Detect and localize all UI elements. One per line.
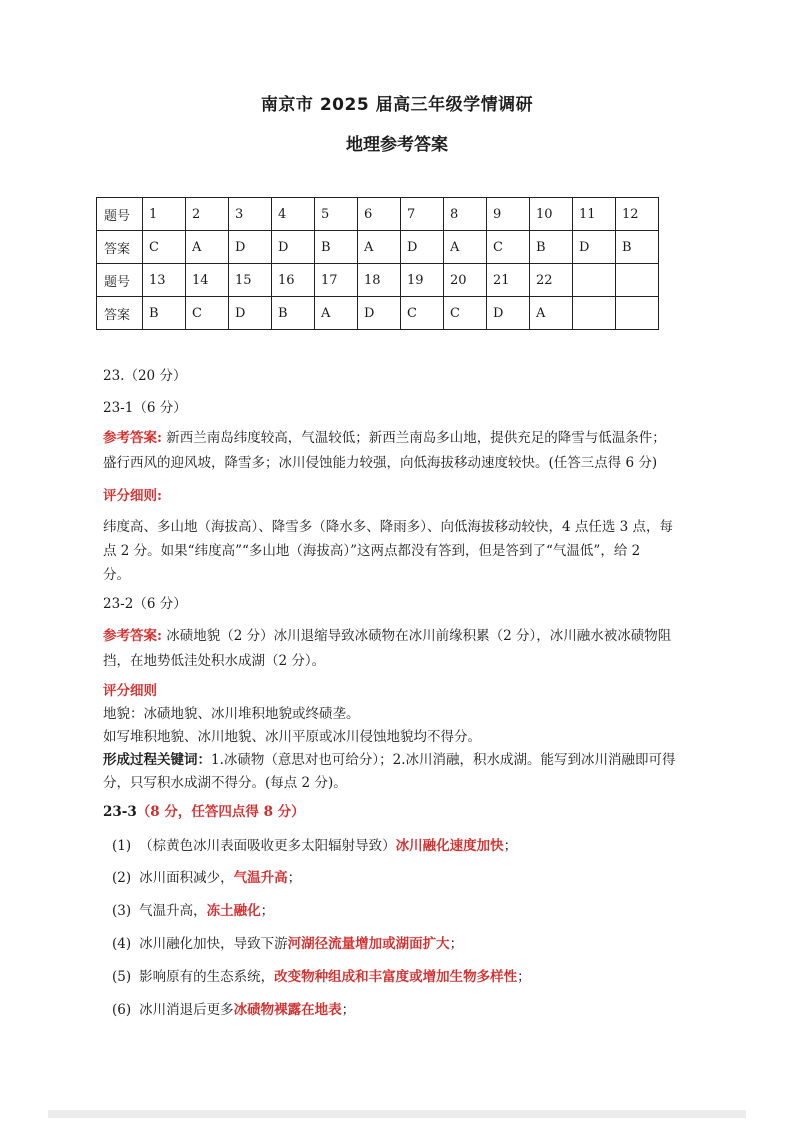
keywords-label: 形成过程关键词： xyxy=(103,752,211,768)
keywords-line: 分，只写积水成湖不得分。(每点 2 分)。 xyxy=(103,775,347,791)
answer-table-cell: D xyxy=(229,297,272,330)
answer-table-cell: B xyxy=(143,297,186,330)
item-text: 冰川融化加快，导致下游 xyxy=(139,936,288,952)
answer-table-cell xyxy=(573,264,616,297)
item-key-point: 冰碛物裸露在地表 xyxy=(233,1002,342,1018)
q23-1-rubric-label: 评分细则: xyxy=(103,488,162,504)
reference-label: 参考答案: xyxy=(103,430,162,446)
answer-table-cell: D xyxy=(573,231,616,264)
q23-3-item xyxy=(112,866,301,886)
rubric-line: 如写堆积地貌、冰川地貌、冰川平原或冰川侵蚀地貌均不得分。 xyxy=(103,729,481,745)
rubric-line: 纬度高、多山地（海拔高）、降雪多（降水多、降雨多）、向低海拔移动较快，4 点任选 3 点，每 xyxy=(103,519,674,535)
answer-table-cell: B xyxy=(272,297,315,330)
item-number: (1) xyxy=(112,838,132,854)
answer-table-cell xyxy=(616,297,659,330)
answer-table-cell xyxy=(616,264,659,297)
q23-1-reference-answer xyxy=(103,426,723,476)
reference-text-line: 新西兰南岛纬度较高，气温较低；新西兰南岛多山地，提供充足的降雪与低温条件； xyxy=(166,430,666,446)
reference-text-line: 盛行西风的迎风坡，降雪多；冰川侵蚀能力较强，向低海拔移动速度较快。(任答三点得 6 分) xyxy=(103,455,658,471)
answer-table-cell: D xyxy=(229,231,272,264)
q23-3-item xyxy=(112,998,355,1018)
answer-table-cell: D xyxy=(401,231,444,264)
q23-2-reference-answer xyxy=(103,624,723,674)
answer-table-cell: 1 xyxy=(143,198,186,231)
item-number: (3) xyxy=(112,903,132,919)
answer-table-row xyxy=(97,264,659,297)
answer-table-cell: D xyxy=(358,297,401,330)
answer-table-row-label: 答案 xyxy=(97,297,143,330)
answer-table-cell: A xyxy=(530,297,573,330)
item-key-point: 改变物种组成和丰富度或增加生物多样性 xyxy=(274,969,518,985)
rubric-line: 点 2 分。如果“纬度高”“多山地（海拔高）”这两点都没有答到，但是答到了“气温低”，给 2 xyxy=(103,543,641,559)
item-key-point: 气温升高 xyxy=(233,870,288,886)
answer-table-cell: 19 xyxy=(401,264,444,297)
answer-table-cell: 15 xyxy=(229,264,272,297)
answer-table-cell: 22 xyxy=(530,264,573,297)
answer-table-cell: 14 xyxy=(186,264,229,297)
item-end-punct: ； xyxy=(517,969,531,985)
answer-table-cell: D xyxy=(272,231,315,264)
page-footer-bar xyxy=(48,1110,746,1118)
q23-3-score-note: （8 分，任答四点得 8 分） xyxy=(136,804,305,820)
answer-table-cell: 13 xyxy=(143,264,186,297)
answer-table-cell: D xyxy=(487,297,530,330)
answer-table-cell: C xyxy=(401,297,444,330)
q23-1-rubric-text xyxy=(103,515,723,587)
answer-table-row-label: 答案 xyxy=(97,231,143,264)
q23-3-item xyxy=(112,899,274,919)
item-number: (4) xyxy=(112,936,132,952)
keywords-line: 1.冰碛物（意思对也可给分）；2.冰川消融，积水成湖。能写到冰川消融即可得 xyxy=(211,752,676,768)
answer-table-cell: B xyxy=(530,231,573,264)
item-text: 影响原有的生态系统， xyxy=(139,969,275,985)
q23-heading: 23.（20 分） xyxy=(103,368,187,384)
answer-table-cell: 21 xyxy=(487,264,530,297)
answer-table-cell: 2 xyxy=(186,198,229,231)
answer-table-cell: C xyxy=(444,297,487,330)
item-end-punct: ； xyxy=(503,838,518,854)
answer-table-cell: A xyxy=(315,297,358,330)
item-key-point: 冻土融化 xyxy=(206,903,261,919)
answer-table-cell: B xyxy=(616,231,659,264)
item-text: 冰川消退后更多 xyxy=(139,1002,234,1018)
item-end-punct: ； xyxy=(449,936,464,952)
answer-table-cell: 17 xyxy=(315,264,358,297)
answer-table-row-label: 题号 xyxy=(97,264,143,297)
answer-table-row xyxy=(97,198,659,231)
answer-table-row xyxy=(97,297,659,330)
item-text: 气温升高， xyxy=(139,903,207,919)
q23-1-heading: 23-1（6 分） xyxy=(103,400,187,416)
reference-text-line: 挡，在地势低洼处积水成湖（2 分）。 xyxy=(103,653,326,669)
q23-2-rubric xyxy=(103,680,723,795)
answer-table xyxy=(96,197,659,330)
answer-table-cell: C xyxy=(143,231,186,264)
answer-table-cell: 16 xyxy=(272,264,315,297)
answer-table-cell: C xyxy=(487,231,530,264)
answer-table-cell: 5 xyxy=(315,198,358,231)
answer-table-cell: 6 xyxy=(358,198,401,231)
answer-table-cell: 7 xyxy=(401,198,444,231)
item-key-point: 河湖径流量增加或湖面扩大 xyxy=(287,936,450,952)
reference-label: 参考答案: xyxy=(103,628,162,644)
page-subtitle: 地理参考答案 xyxy=(346,135,448,155)
answer-table-cell xyxy=(573,297,616,330)
item-number: (2) xyxy=(112,870,132,886)
answer-table-cell: 4 xyxy=(272,198,315,231)
rubric-line: 地貌：冰碛地貌、冰川堆积地貌或终碛垄。 xyxy=(103,706,360,722)
answer-table-cell: C xyxy=(186,297,229,330)
item-number: (5) xyxy=(112,969,132,985)
answer-table-cell: A xyxy=(186,231,229,264)
rubric-label: 评分细则 xyxy=(103,683,157,699)
answer-table-cell: 10 xyxy=(530,198,573,231)
answer-table-cell: A xyxy=(358,231,401,264)
answer-table-row xyxy=(97,231,659,264)
answer-table-cell: 8 xyxy=(444,198,487,231)
answer-table-cell: 18 xyxy=(358,264,401,297)
answer-table-row-label: 题号 xyxy=(97,198,143,231)
page-title: 南京市 2025 届高三年级学情调研 xyxy=(260,95,534,115)
answer-table-cell: 9 xyxy=(487,198,530,231)
answer-table-cell: A xyxy=(444,231,487,264)
reference-text-line: 冰碛地貌（2 分）冰川退缩导致冰碛物在冰川前缘积累（2 分），冰川融水被冰碛物阻 xyxy=(166,628,672,644)
answer-table-cell: 3 xyxy=(229,198,272,231)
q23-3-heading xyxy=(103,800,305,825)
q23-3-item xyxy=(112,932,463,952)
item-text: 冰川面积减少， xyxy=(139,870,234,886)
item-key-point: 冰川融化速度加快 xyxy=(395,838,504,854)
item-end-punct: ； xyxy=(287,870,302,886)
item-end-punct: ； xyxy=(341,1002,356,1018)
item-text: （棕黄色冰川表面吸收更多太阳辐射导致） xyxy=(139,838,396,854)
q23-3-number: 23-3 xyxy=(103,804,137,820)
answer-table-cell: B xyxy=(315,231,358,264)
answer-table-cell: 20 xyxy=(444,264,487,297)
item-end-punct: ； xyxy=(260,903,275,919)
q23-2-heading: 23-2（6 分） xyxy=(103,596,187,612)
item-number: (6) xyxy=(112,1002,132,1018)
rubric-line: 分。 xyxy=(103,567,130,583)
q23-3-item xyxy=(112,965,531,985)
answer-table-cell: 11 xyxy=(573,198,616,231)
q23-3-item xyxy=(112,834,517,854)
answer-table-cell: 12 xyxy=(616,198,659,231)
